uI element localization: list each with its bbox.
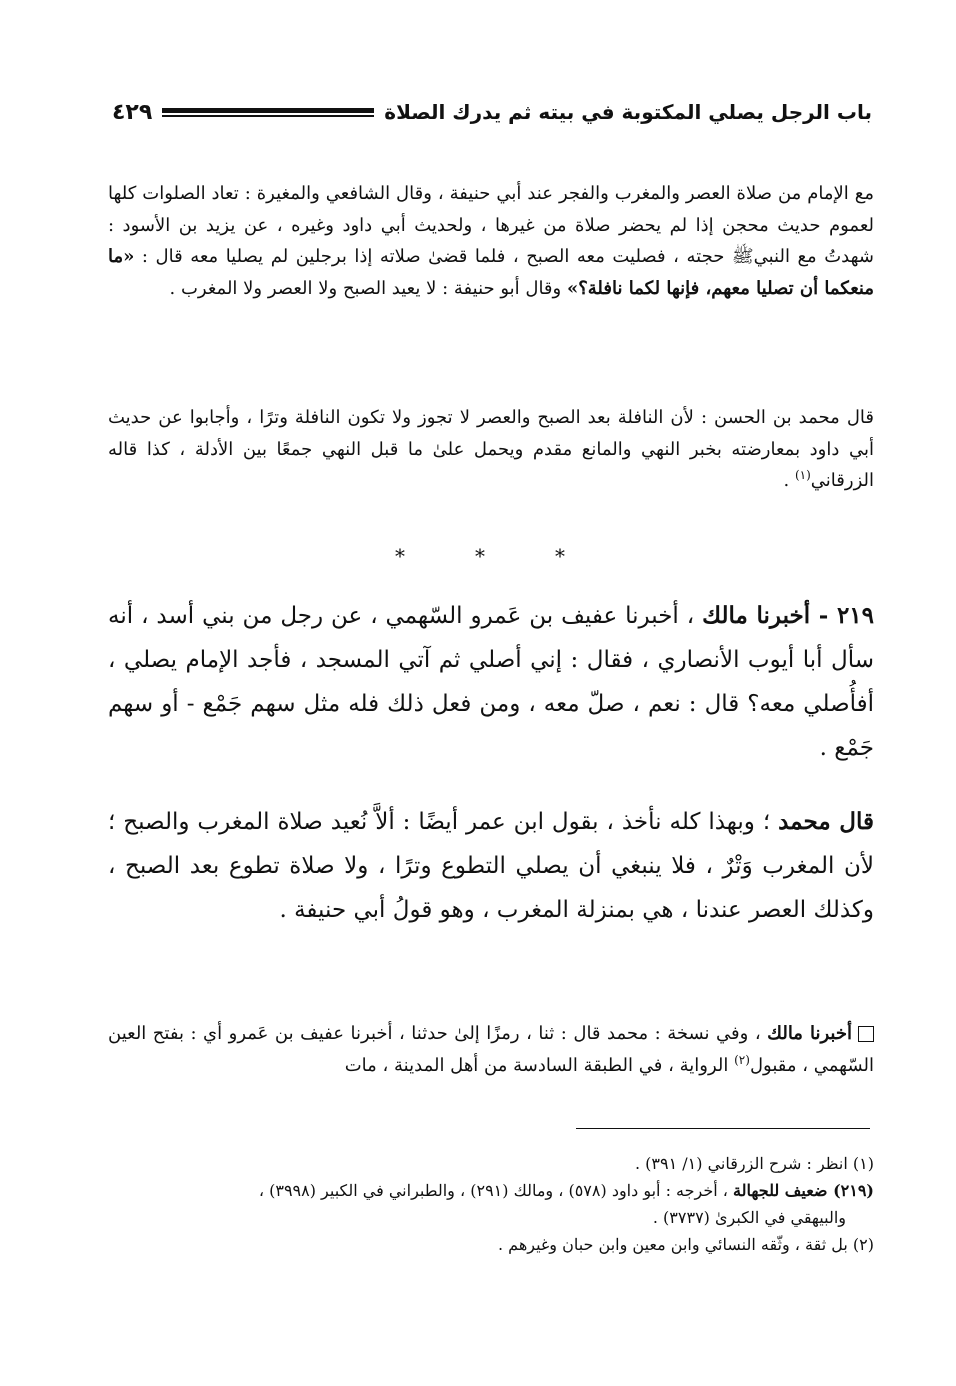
qala-muhammad-paragraph bbox=[108, 800, 874, 932]
commentary-paragraph-1 bbox=[108, 178, 874, 304]
note-after: الرواية ، في الطبقة السادسة من أهل المدينة ، مات bbox=[344, 1054, 735, 1076]
star-glyph: * bbox=[555, 544, 565, 568]
qala-text: ؛ وبهذا كله نأخذ ، بقول ابن عمر أيضًا : ألاَّ نُعيد صلاة المغرب والصبح ؛ لأن المغرب وَتْرٌ ، فلا ينبغي أن يصلي التطوع وترًا ، ولا صلاة تطوع بعد الصبح ، وكذلك العصر عندنا ، هي بمنزلة المغرب ، وهو قولُ أبي حنيفة . bbox=[108, 809, 874, 923]
header-rule bbox=[162, 108, 374, 117]
chapter-title: باب الرجل يصلي المكتوبة في بيته ثم يدرك الصلاة bbox=[384, 100, 872, 124]
note-label: أخبرنا مالك bbox=[767, 1023, 852, 1044]
commentary-end: . bbox=[783, 470, 795, 491]
footnote-2: (٢) بل ثقة ، وثّقه النسائي وابن معين وابن حبان وغيرهم . bbox=[498, 1235, 874, 1254]
note-text: ، وفي نسخة : محمد قال : ثنا ، رمزًا إلىٰ حدثنا ، أخبرنا عفيف بن عَمرو أي : بفتح العين السّهمي ، مقبول bbox=[108, 1023, 874, 1076]
footnote-text: ، أخرجه : أبو داود (٥٧٨) ، ومالك (٢٩١) ، والطبراني في الكبير (٣٩٩٨) ، bbox=[258, 1181, 728, 1200]
hadith-text: ، أخبرنا عفيف بن عَمرو السّهمي ، عن رجل من بني أسد ، أنه سأل أبا أيوب الأنصاري ، فقال : إني أصلي ثم آتي المسجد ، فأجد الإمام يصلي ، أفأُصلي معه؟ قال : نعم ، صلّ معه ، ومن فعل ذلك فله مثل سهم جَمْع - أو سهم جَمْع . bbox=[108, 603, 874, 761]
qala-label: قال محمد bbox=[778, 808, 874, 835]
page-header bbox=[112, 92, 872, 132]
footnotes bbox=[108, 1150, 874, 1258]
section-separator bbox=[380, 544, 580, 574]
square-marker-icon bbox=[858, 1026, 874, 1042]
commentary-after: وقال أبو حنيفة : لا يعيد الصبح ولا العصر ولا المغرب . bbox=[169, 277, 562, 299]
footnote-number: (٢١٩) bbox=[827, 1181, 874, 1200]
footnote-219 bbox=[108, 1177, 874, 1204]
hadith-quote: «ما منعكما أن تصليا معهم، فإنها لكما نافلة؟» bbox=[108, 246, 874, 299]
commentary-text: قال محمد بن الحسن : لأن النافلة بعد الصبح والعصر لا تجوز ولا تكون النافلة وترًا ، وأجابوا عن حديث أبي داود بمعارضته بخبر النهي والمانع مقدم ويحمل علىٰ ما قبل النهي جمعًا بين الأدلة ، كذا قاله الزرقاني bbox=[108, 407, 874, 491]
commentary-note bbox=[108, 1018, 874, 1081]
footnote-ref: (٢) bbox=[734, 1052, 750, 1067]
grading-label: ضعيف للجهالة bbox=[733, 1181, 828, 1200]
hadith-number-label: ٢١٩ - أخبرنا مالك bbox=[702, 602, 875, 629]
footnote-219-continued: والبيهقي في الكبرىٰ (٣٧٣٧) . bbox=[652, 1208, 846, 1227]
footnote-1: (١) انظر : شرح الزرقاني (١/ ٣٩١) . bbox=[634, 1154, 874, 1173]
page-number: ٤٢٩ bbox=[112, 99, 153, 125]
footnote-separator bbox=[576, 1128, 870, 1129]
star-glyph: * bbox=[475, 544, 485, 568]
star-glyph: * bbox=[395, 544, 405, 568]
hadith-219 bbox=[108, 594, 874, 770]
footnote-ref: (١) bbox=[794, 468, 811, 482]
commentary-text: مع الإمام من صلاة العصر والمغرب والفجر عند أبي حنيفة ، وقال الشافعي والمغيرة : تعاد الصلوات كلها لعموم حديث محجن إذا لم يحضر صلاة من غيرها ، ولحديث أبي داود وغيره ، عن يزيد بن الأسود : شهدتُ مع النبيﷺ حجته ، فصليت معه الصبح ، فلما قضىٰ صلاته إذا برجلين لم يصليا معه قال : bbox=[108, 183, 874, 267]
commentary-paragraph-2 bbox=[108, 402, 874, 497]
